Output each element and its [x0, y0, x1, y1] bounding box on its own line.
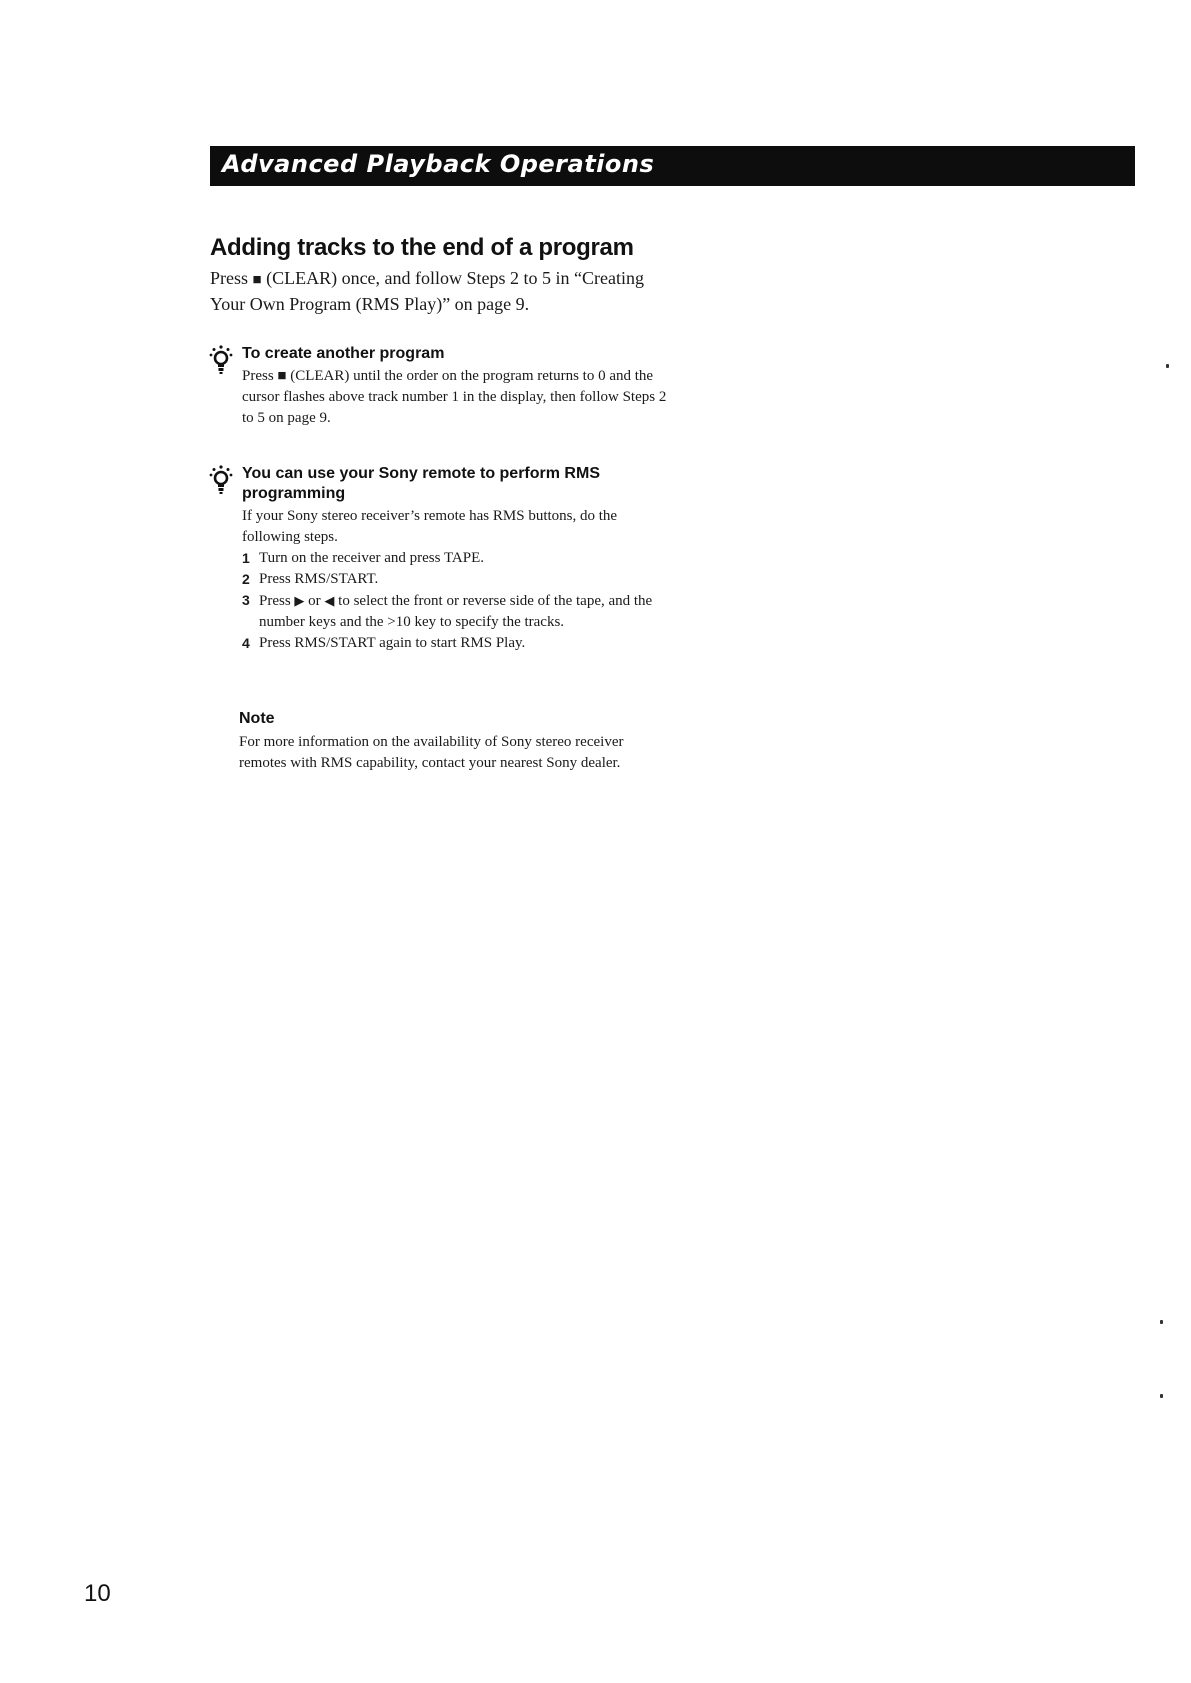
step-text: Turn on the receiver and press TAPE. [259, 550, 485, 566]
reverse-arrow-icon: ◀ [324, 593, 335, 608]
stop-icon: ■ [277, 368, 287, 384]
tip-heading: To create another program [242, 345, 445, 362]
step-number: 4 [242, 635, 250, 651]
note-body: For more information on the availability of Sony stereo receiver remotes with RMS capability, contact your nearest Sony dealer. [239, 734, 624, 771]
section-body-rest: (CLEAR) once, and follow Steps 2 to 5 in “Creating Your Own Program (RMS Play)” on page 9. [210, 268, 645, 314]
step-text: to select the front or reverse side of the tape, and the number keys and the >10 key to specify the tracks. [259, 593, 653, 630]
forward-arrow-icon: ▶ [294, 593, 305, 608]
list-item [242, 569, 678, 590]
lightbulb-icon [208, 464, 234, 496]
tip-body [242, 366, 678, 429]
press-word: Press [242, 368, 274, 384]
section-heading: Adding tracks to the end of a program [210, 234, 634, 261]
scan-speck [1160, 1394, 1163, 1398]
tip-body-rest: (CLEAR) until the order on the program returns to 0 and the cursor flashes above track number 1 in the display, then follow Steps 2 to 5 on page 9. [242, 368, 667, 426]
step-number: 3 [242, 592, 250, 608]
tip-heading: You can use your Sony remote to perform RMS programming [242, 465, 600, 502]
page-number: 10 [84, 1580, 111, 1607]
list-item [242, 548, 678, 569]
tip-intro: If your Sony stereo receiver’s remote has RMS buttons, do the following steps. [242, 508, 618, 545]
note-block [239, 710, 659, 774]
steps-list [242, 548, 678, 654]
step-text: Press RMS/START again to start RMS Play. [259, 635, 526, 651]
step-number: 2 [242, 571, 250, 587]
section-banner [210, 146, 1135, 186]
scan-speck [1166, 364, 1169, 368]
press-word: Press [259, 593, 291, 609]
note-heading: Note [239, 710, 275, 727]
step-number: 1 [242, 550, 250, 566]
lightbulb-icon [208, 344, 234, 376]
section-body [210, 266, 670, 316]
list-item [242, 590, 678, 633]
list-item [242, 633, 678, 654]
tip-create-program [208, 344, 678, 429]
banner-title: Advanced Playback Operations [222, 150, 655, 178]
step-text: Press RMS/START. [259, 571, 379, 587]
adding-tracks-section [210, 234, 770, 316]
tip-sony-remote [208, 464, 678, 654]
stop-icon: ■ [252, 272, 262, 288]
scan-speck [1160, 1320, 1163, 1324]
press-word: Press [210, 268, 249, 288]
or-word: or [308, 593, 321, 609]
